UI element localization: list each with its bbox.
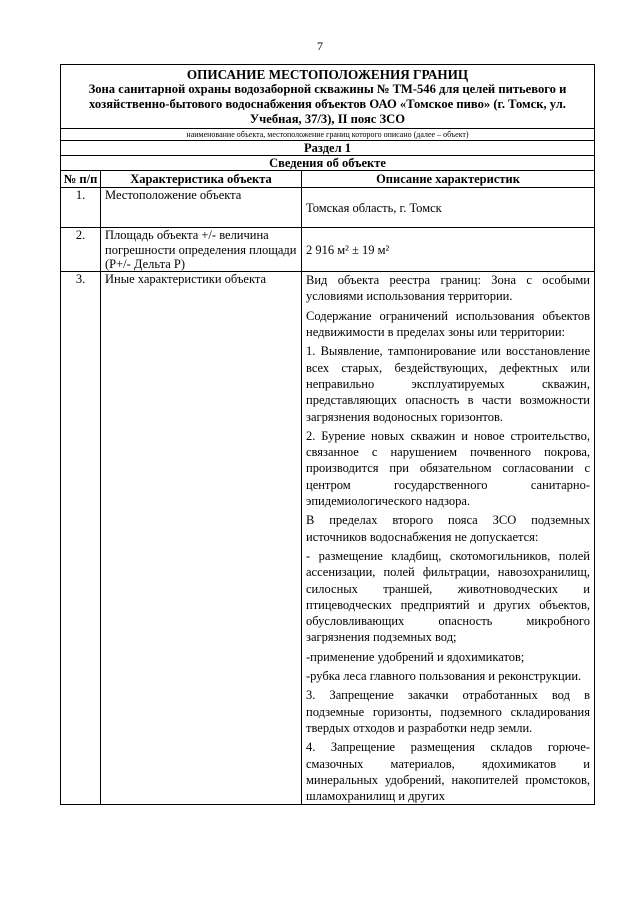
row-characteristic: Площадь объекта +/- величина погрешности определения площади (Р+/- Дельта Р) — [101, 228, 302, 272]
row-characteristic: Иные характеристики объекта — [101, 272, 302, 805]
note-row — [61, 129, 595, 141]
description-paragraph: 3. Запрещение закачки отработанных вод в подземные горизонты, подземного складирования твердых отходов и разработки недр земли. — [306, 688, 590, 735]
boundary-description-table — [60, 64, 595, 805]
row-description — [302, 272, 595, 805]
description-paragraph: - размещение кладбищ, скотомогильников, полей ассенизации, полей фильтрации, навозохранилищ, силосных траншей, животноводческих и птицеводческих предприятий и других объектов, обусловливающих опасность микробного загрязнения подземных вод; — [306, 548, 590, 645]
description-paragraph: -применение удобрений и ядохимикатов; — [306, 649, 525, 664]
description-paragraph: 1. Выявление, тампонирование или восстановление всех старых, бездействующих, дефектных или неправильно эксплуатируемых скважин, представляющих опасность в части возможности загрязнения водоносных горизонтов. — [306, 344, 590, 424]
description-paragraph: Вид объекта реестра границ: Зона с особыми условиями использования территории. — [306, 273, 590, 304]
description-paragraph: 2 916 м² ± 19 м² — [306, 242, 390, 257]
row-number: 2. — [61, 228, 101, 272]
description-paragraph: 4. Запрещение размещения складов горюче-смазочных материалов, ядохимикатов и минеральных удобрений, накопителей промстоков, шламохранилищ и других — [306, 740, 590, 804]
row-description — [302, 188, 595, 228]
description-paragraph: Томская область, г. Томск — [306, 200, 442, 215]
header-row — [61, 65, 595, 129]
document-header — [61, 65, 595, 129]
table-row — [61, 188, 595, 228]
document-subtitle: Зона санитарной охраны водозаборной скважины № ТМ-546 для целей питьевого и хозяйственно-бытового водоснабжения объектов ОАО «Томское пиво» (г. Томск, ул. Учебная, 37/3), II пояс ЗСО — [88, 82, 567, 126]
document-title: ОПИСАНИЕ МЕСТОПОЛОЖЕНИЯ ГРАНИЦ — [186, 67, 469, 82]
table-row — [61, 272, 595, 805]
section-title: Раздел 1 — [61, 141, 595, 156]
description-paragraph: 2. Бурение новых скважин и новое строительство, связанное с нарушением почвенного покрова, производится при обязательном согласовании с центром государственного санитарно-эпидемиологического надзора. — [306, 428, 590, 509]
row-number: 3. — [61, 272, 101, 805]
page-number: 7 — [317, 39, 323, 53]
column-header-num: № п/п — [61, 171, 101, 188]
row-number: 1. — [61, 188, 101, 228]
description-paragraph: В пределах второго пояса ЗСО подземных источников водоснабжения не допускается: — [306, 513, 590, 544]
section-row — [61, 141, 595, 156]
description-paragraph: Содержание ограничений использования объектов недвижимости в пределах зоны или территории: — [306, 308, 590, 340]
table-body — [61, 188, 595, 805]
section-subtitle: Сведения об объекте — [61, 156, 595, 171]
column-header-description: Описание характеристик — [302, 171, 595, 188]
column-header-characteristic: Характеристика объекта — [101, 171, 302, 188]
table-row — [61, 228, 595, 272]
row-characteristic: Местоположение объекта — [101, 188, 302, 228]
row-description — [302, 228, 595, 272]
object-note: наименование объекта, местоположение границ которого описано (далее – объект) — [61, 129, 595, 141]
description-paragraph: -рубка леса главного пользования и реконструкции. — [306, 669, 582, 684]
column-header-row — [61, 171, 595, 188]
section-subtitle-row — [61, 156, 595, 171]
